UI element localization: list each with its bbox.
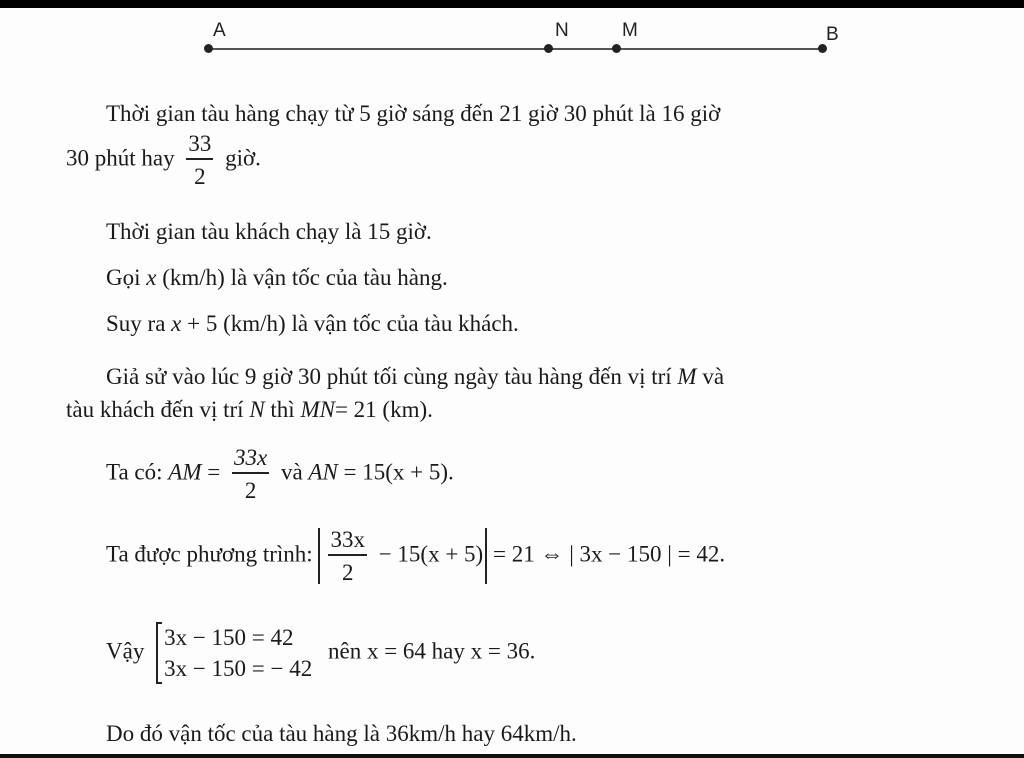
text: − 15(x + 5) (378, 541, 484, 567)
text: = 15(x + 5). (343, 459, 454, 485)
point-a (204, 44, 213, 53)
variable-am: AM (168, 459, 202, 485)
paragraph-1-line-1 (106, 102, 720, 125)
paragraph-8 (106, 622, 535, 684)
fraction-33x-2 (328, 528, 367, 584)
equation-2: 3x − 150 = − 42 (164, 656, 313, 681)
paragraph-5-line-2 (66, 398, 433, 421)
absolute-value (318, 528, 487, 584)
fraction-33-2 (186, 132, 213, 188)
point-n (544, 44, 553, 53)
text: = 21 (km). (334, 397, 433, 422)
text: Thời gian tàu khách chạy là 15 giờ. (106, 219, 432, 244)
denominator: 2 (194, 164, 206, 189)
text: Ta được phương trình: (106, 541, 313, 567)
label-a: A (213, 20, 226, 41)
point-m (612, 44, 621, 53)
numerator: 33 (186, 132, 213, 160)
text: + 5 (km/h) là vận tốc của tàu khách. (187, 311, 519, 336)
denominator: 2 (244, 478, 257, 503)
equals: = (207, 459, 221, 485)
segment-diagram (0, 8, 1024, 68)
paragraph-6 (106, 446, 454, 502)
text: Suy ra (106, 311, 166, 336)
numerator: 33x (328, 528, 367, 556)
segment-line (212, 48, 826, 50)
paragraph-7 (106, 528, 725, 584)
fraction-33x-2 (232, 446, 269, 502)
paragraph-5-line-1 (106, 365, 724, 388)
text: Ta có: (106, 459, 163, 485)
paragraph-2 (106, 220, 432, 243)
equation-system (156, 622, 312, 684)
text: = 21 ⇔ | 3x − 150 | = 42. (492, 541, 726, 567)
variable-x: x (146, 265, 157, 290)
text: 30 phút hay (66, 145, 175, 171)
text: thì (270, 397, 295, 422)
text: (km/h) là vận tốc của tàu hàng. (162, 265, 448, 290)
text: nên x = 64 hay x = 36. (328, 638, 536, 664)
denominator: 2 (341, 560, 354, 585)
equation-1: 3x − 150 = 42 (164, 625, 294, 650)
variable-an: AN (308, 459, 338, 485)
text: tàu khách đến vị trí (66, 397, 244, 422)
text: và (702, 364, 725, 389)
numerator: 33x (232, 446, 269, 474)
text: Vậy (106, 638, 145, 664)
variable-mn: MN (300, 397, 335, 422)
paragraph-1-line-2 (66, 132, 261, 188)
text: Thời gian tàu hàng chạy từ 5 giờ sáng đến 21 giờ 30 phút là 16 giờ (106, 101, 721, 126)
paragraph-4 (106, 312, 519, 335)
label-m: M (622, 20, 638, 41)
variable-n: N (249, 397, 265, 422)
bottom-border (0, 754, 1024, 758)
text: Gọi (106, 265, 141, 290)
label-n: N (555, 20, 569, 41)
text: Giả sử vào lúc 9 giờ 30 phút tối cùng ngày tàu hàng đến vị trí (106, 364, 672, 389)
text: Do đó vận tốc của tàu hàng là 36km/h hay 64km/h. (106, 721, 577, 746)
top-border (0, 0, 1024, 8)
variable-x: x (171, 311, 182, 336)
text: giờ. (225, 145, 261, 171)
text: và (280, 459, 303, 485)
label-b: B (826, 24, 839, 45)
paragraph-3 (106, 266, 448, 289)
paragraph-9 (106, 722, 577, 745)
variable-m: M (677, 364, 697, 389)
